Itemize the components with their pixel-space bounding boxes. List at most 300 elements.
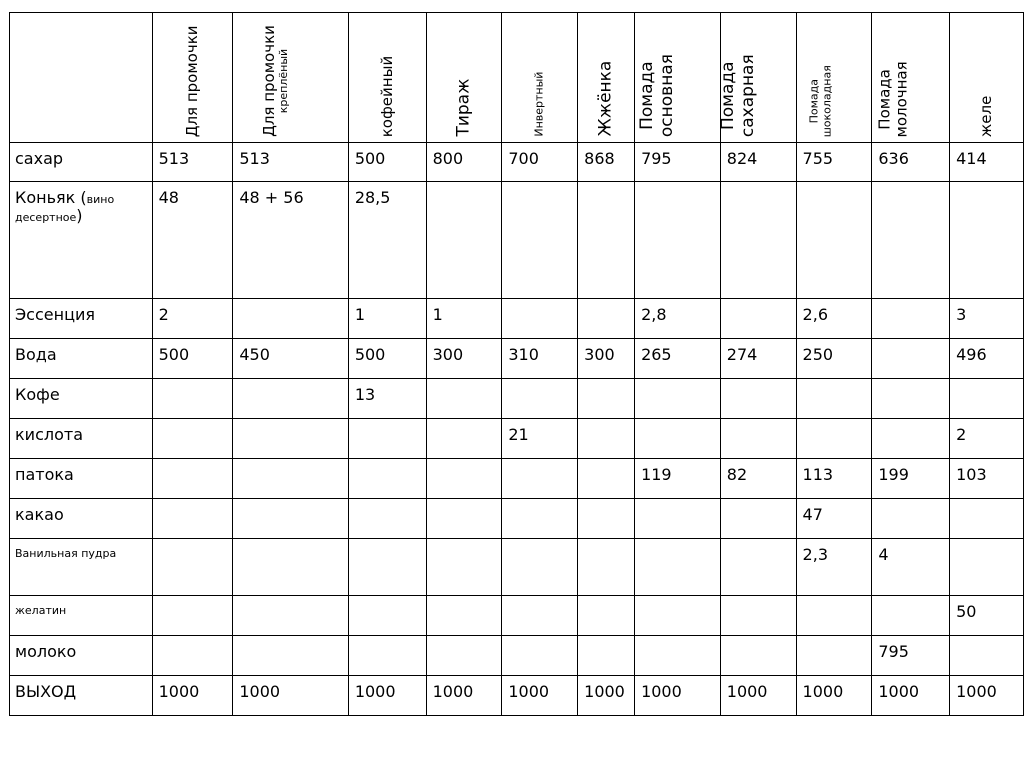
cell-value [950,182,1023,189]
value-cell [720,459,796,499]
cell-value [153,539,233,546]
cell-value: 1000 [508,682,550,701]
cell-value [502,182,577,189]
value-cell [152,182,233,299]
column-header [578,13,635,143]
value-cell [348,636,426,676]
recipe-table [9,12,1024,716]
cell-value [233,379,347,386]
cell-value [797,379,872,386]
value-cell [426,676,502,716]
cell-value [578,459,634,466]
cell-value [578,636,634,643]
value-cell [502,379,578,419]
value-cell [348,459,426,499]
cell-value: 310 [508,345,539,364]
cell-value: 4 [878,545,889,564]
value-cell [635,676,721,716]
row-label-cell [10,676,153,716]
cell-value [578,539,634,546]
row-label-cell [10,539,153,596]
column-header-label [876,61,911,137]
value-cell [635,299,721,339]
cell-value [635,379,720,386]
value-cell [872,539,950,596]
value-cell [950,636,1024,676]
column-header-label [638,54,677,137]
row-label-text: Ванильная пудра [15,547,117,560]
value-cell [720,676,796,716]
column-header [502,13,578,143]
value-cell [578,596,635,636]
value-cell [578,143,635,182]
column-header [152,13,233,143]
cell-value [427,182,502,189]
cell-value: 2 [158,305,169,324]
value-cell [950,499,1024,539]
column-header-label [978,95,995,137]
row-label-text: желатин [15,604,67,617]
value-cell [872,143,950,182]
cell-value: 513 [158,149,190,168]
value-cell [720,596,796,636]
cell-value [153,596,233,603]
value-cell [502,182,578,299]
column-header-label [809,65,834,137]
value-cell [950,596,1024,636]
table-row [10,596,1024,636]
value-cell [635,182,721,299]
value-cell [796,676,872,716]
value-cell [152,419,233,459]
value-cell [872,459,950,499]
column-header-label [184,25,201,137]
value-cell [233,419,348,459]
cell-value [349,539,426,546]
value-cell [426,379,502,419]
value-cell [233,379,348,419]
value-cell [233,299,348,339]
table-row [10,636,1024,676]
table-row [10,339,1024,379]
cell-value [797,636,872,643]
row-label-cell [10,636,153,676]
value-cell [872,676,950,716]
row-label [10,379,152,404]
column-header-line: Для промочки [259,25,278,137]
cell-value [872,379,949,386]
cell-value [153,636,233,643]
cell-value [502,636,577,643]
row-label [10,499,152,524]
value-cell [578,676,635,716]
value-cell [720,499,796,539]
value-cell [635,596,721,636]
column-header-line: Помада [807,78,821,124]
value-cell [152,596,233,636]
value-cell [426,419,502,459]
cell-value [349,596,426,603]
cell-value [635,499,720,506]
cell-value: 82 [726,465,748,484]
value-cell [578,379,635,419]
value-cell [872,419,950,459]
cell-value: 1 [354,305,365,324]
cell-value [153,459,233,466]
value-cell [152,379,233,419]
value-cell [426,299,502,339]
cell-value: 824 [726,149,758,168]
column-header-line: Для промочки [182,25,201,137]
value-cell [502,596,578,636]
value-cell [233,636,348,676]
cell-value [872,419,949,426]
cell-value [721,596,796,603]
cell-value [349,636,426,643]
value-cell [426,539,502,596]
cell-value: 103 [956,465,987,484]
value-cell [872,182,950,299]
value-cell [233,499,348,539]
cell-value [872,339,949,346]
row-label-note: вино [86,193,115,206]
header-row [10,13,1024,143]
cell-value [872,596,949,603]
column-header-line: желе [976,95,995,137]
row-label [10,539,152,561]
table-row [10,379,1024,419]
cell-value: 1000 [354,682,396,701]
column-header [426,13,502,143]
value-cell [348,596,426,636]
value-cell [578,539,635,596]
row-label-text: Кофе [15,385,60,404]
value-cell [950,459,1024,499]
cell-value [502,379,577,386]
cell-value: 3 [956,305,967,324]
cell-value: 113 [802,465,834,484]
value-cell [950,676,1024,716]
cell-value: 21 [508,425,529,444]
row-label-cell [10,379,153,419]
cell-value: 199 [878,465,909,484]
cell-value [797,182,872,189]
cell-value [233,459,347,466]
cell-value [427,539,502,546]
column-header-label [261,25,291,137]
value-cell [348,676,426,716]
row-label-text: Эссенция [15,305,95,324]
row-label-text: Коньяк ( [15,188,87,207]
value-cell [426,339,502,379]
cell-value [427,636,502,643]
column-header [950,13,1024,143]
value-cell [950,299,1024,339]
column-header [796,13,872,143]
cell-value [233,499,347,506]
cell-value: 1000 [726,682,768,701]
value-cell [872,499,950,539]
cell-value [797,596,872,603]
cell-value [635,182,720,189]
value-cell [950,182,1024,299]
value-cell [796,459,872,499]
cell-value: 1000 [432,682,474,701]
value-cell [233,596,348,636]
row-label-cell [10,299,153,339]
cell-value: 636 [878,149,909,168]
cell-value [427,419,502,426]
cell-value [502,596,577,603]
cell-value [349,459,426,466]
cell-value [797,419,872,426]
table-row [10,419,1024,459]
value-cell [796,636,872,676]
value-cell [796,299,872,339]
cell-value [233,636,347,643]
cell-value: 13 [354,385,376,404]
value-cell [872,596,950,636]
column-header [233,13,348,143]
value-cell [348,299,426,339]
cell-value: 450 [239,345,270,364]
cell-value: 496 [956,345,987,364]
row-label-text: кислота [15,425,83,444]
value-cell [950,539,1024,596]
column-header-label [454,79,474,137]
column-header [635,13,721,143]
value-cell [635,499,721,539]
cell-value [502,499,577,506]
column-header-line: Тираж [453,79,474,137]
value-cell [502,499,578,539]
cell-value: 1000 [239,682,281,701]
column-header-line: основная [656,53,677,137]
value-cell [348,143,426,182]
value-cell [635,459,721,499]
row-label-text: сахар [15,149,64,168]
column-header [720,13,796,143]
value-cell [348,379,426,419]
cell-value: 119 [641,465,672,484]
value-cell [233,539,348,596]
value-cell [502,459,578,499]
cell-value [153,499,233,506]
cell-value: 1000 [641,682,682,701]
row-label-cell [10,419,153,459]
value-cell [152,676,233,716]
cell-value [502,539,577,546]
row-label [10,596,152,618]
cell-value [872,499,949,506]
cell-value [427,379,502,386]
value-cell [502,143,578,182]
value-cell [426,143,502,182]
cell-value [578,419,634,426]
cell-value: 1000 [878,682,920,701]
cell-value [578,299,634,306]
row-label [10,143,152,168]
table-row [10,299,1024,339]
corner-cell [10,13,153,143]
cell-value [721,636,796,643]
row-label [10,299,152,324]
row-label [10,339,152,364]
cell-value: 50 [956,602,977,621]
value-cell [348,419,426,459]
value-cell [152,459,233,499]
cell-value [427,499,502,506]
cell-value [502,459,577,466]
table-row [10,676,1024,716]
value-cell [635,379,721,419]
value-cell [152,636,233,676]
cell-value [578,499,634,506]
cell-value [233,596,347,603]
row-label [10,676,152,701]
cell-value: 274 [726,345,758,364]
cell-value: 795 [878,642,909,661]
value-cell [872,379,950,419]
row-label [10,182,152,226]
value-cell [796,419,872,459]
cell-value: 265 [641,345,672,364]
cell-value [427,596,502,603]
cell-value [153,379,233,386]
cell-value: 2,3 [802,545,828,564]
cell-value: 2,6 [802,305,828,324]
row-label-text: молоко [15,642,77,661]
value-cell [426,499,502,539]
cell-value: 868 [584,149,615,168]
row-label-cell [10,499,153,539]
cell-value [635,596,720,603]
cell-value [153,419,233,426]
cell-value: 755 [802,149,834,168]
column-header-line: Жжёнка [595,61,616,137]
value-cell [348,182,426,299]
cell-value: 47 [802,505,823,524]
cell-value: 250 [802,345,834,364]
value-cell [578,636,635,676]
value-cell [426,182,502,299]
value-cell [426,636,502,676]
value-cell [796,182,872,299]
row-label-text: какао [15,505,64,524]
value-cell [152,143,233,182]
value-cell [502,539,578,596]
table-row [10,143,1024,182]
value-cell [578,499,635,539]
cell-value: 700 [508,149,539,168]
table-row [10,459,1024,499]
value-cell [720,419,796,459]
table-row [10,499,1024,539]
cell-value [349,499,426,506]
value-cell [872,299,950,339]
value-cell [635,339,721,379]
column-header-line: Помада [637,61,658,130]
cell-value: 500 [158,345,190,364]
value-cell [720,339,796,379]
cell-value: 48 + 56 [239,188,304,207]
value-cell [578,419,635,459]
value-cell [152,499,233,539]
row-label-cell [10,143,153,182]
cell-value [233,539,347,546]
value-cell [578,182,635,299]
value-cell [720,143,796,182]
cell-value: 48 [158,188,179,207]
value-cell [635,419,721,459]
column-header-label [597,61,617,137]
value-cell [720,636,796,676]
cell-value [578,182,634,189]
column-header-line: молочная [892,60,911,137]
cell-value [233,419,347,426]
value-cell [796,143,872,182]
column-header-line: сахарная [737,54,758,137]
row-label-cell [10,339,153,379]
cell-value [721,419,796,426]
cell-value: 513 [239,149,270,168]
cell-value [502,299,577,306]
cell-value: 2,8 [641,305,667,324]
value-cell [502,419,578,459]
value-cell [578,299,635,339]
column-header-label [534,72,547,137]
value-cell [950,339,1024,379]
value-cell [152,299,233,339]
cell-value: 800 [432,149,464,168]
cell-value [950,379,1023,386]
cell-value: 414 [956,149,987,168]
value-cell [152,539,233,596]
cell-value: 500 [354,149,386,168]
cell-value: 1000 [584,682,625,701]
cell-value: 500 [354,345,386,364]
column-header-line: креплёный [276,48,290,114]
value-cell [426,459,502,499]
value-cell [502,299,578,339]
column-header-label [719,54,758,137]
cell-value [872,182,949,189]
value-cell [502,339,578,379]
cell-value [872,299,949,306]
row-label-cell [10,596,153,636]
cell-value [349,419,426,426]
value-cell [233,182,348,299]
column-header-line: Помада [875,68,894,130]
column-header-line: шоколадная [820,64,834,137]
value-cell [233,143,348,182]
cell-value: 1000 [802,682,844,701]
value-cell [233,459,348,499]
value-cell [233,676,348,716]
cell-value: 795 [641,149,672,168]
row-label-cell [10,182,153,299]
cell-value: 300 [432,345,464,364]
value-cell [950,419,1024,459]
column-header [872,13,950,143]
cell-value [950,636,1023,643]
value-cell [950,143,1024,182]
cell-value [721,539,796,546]
column-header-line: Инвертный [532,71,546,137]
value-cell [720,182,796,299]
cell-value: 1000 [956,682,997,701]
value-cell [502,636,578,676]
